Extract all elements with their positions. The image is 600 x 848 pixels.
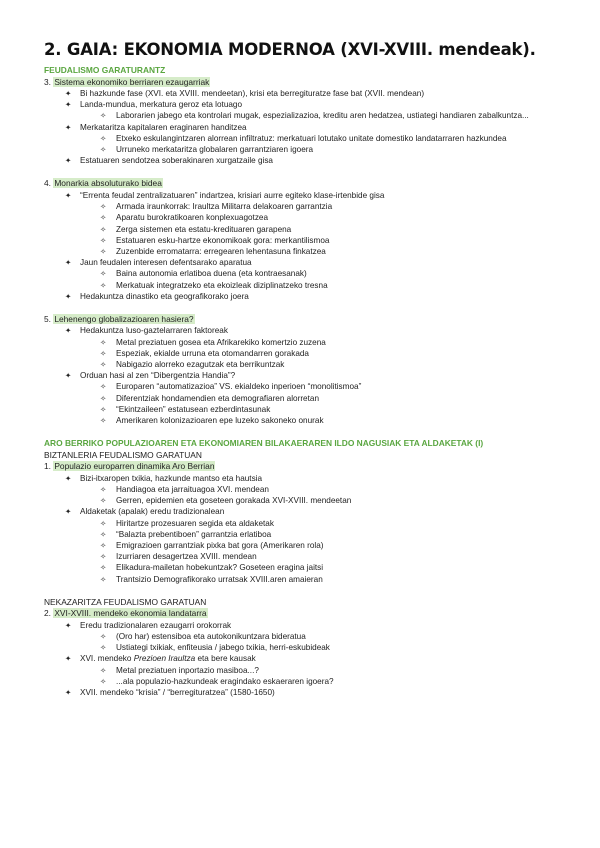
- highlighted-title: Sistema ekonomiko berriaren ezaugarriak: [54, 76, 210, 87]
- list-item: ✦ Estatuaren sendotzea soberakinaren xurgatzaile gisa: [44, 155, 560, 166]
- subheading-nekazaritza: NEKAZARITZA FEUDALISMO GARATUAN: [44, 596, 207, 607]
- page-title: 2. GAIA: EKONOMIA MODERNOA (XVI-XVIII. mendeak).: [44, 40, 536, 59]
- list-subitem: ✧ Izurriaren desagertzea XVIII. mendean: [44, 551, 560, 562]
- italic-term: Prezioen Iraultza: [133, 654, 196, 664]
- list-subitem: ✧ Metal preziatuen gosea eta Afrikarekiko komertzio zuzena: [44, 337, 560, 348]
- list-item: ✦ Orduan hasi al zen “Dibergentzia Handia”?: [44, 370, 560, 381]
- list-subitem: ✧ Nabigazio alorreko ezagutzak eta berrikuntzak: [44, 359, 560, 370]
- list-subitem: ✧ Trantsizio Demografikorako urratsak XVIII.aren amaieran: [44, 574, 560, 585]
- section-heading-feudalismo: FEUDALISMO GARATURANTZ: [44, 65, 166, 75]
- list-item: ✦ Merkataritza kapitalaren eraginaren handitzea: [44, 122, 560, 133]
- list-subsection-5: [44, 325, 560, 426]
- list-item: ✦ “Errenta feudal zentralizatuaren” indartzea, krisiari aurre egiteko klase-irtenbide gisa: [44, 190, 560, 201]
- list-subitem: ✧ Baina autonomia erlatiboa duena (eta kontraesanak): [44, 268, 560, 279]
- list-item: ✦ Eredu tradizionalaren ezaugarri orokorrak: [44, 620, 560, 631]
- highlighted-title: Populazio europarren dinamika Aro Berrian: [54, 461, 215, 472]
- highlighted-title: Monarkia absoluturako bidea: [54, 178, 162, 189]
- list-subitem: ✧ Merkatuak integratzeko eta ekoizleak diziplinatzeko tresna: [44, 280, 560, 291]
- highlighted-title: Lehenengo globalizazioaren hasiera?: [54, 313, 194, 324]
- list-subitem: ✧ “Balazta prebentiboen” garrantzia erlatiboa: [44, 529, 560, 540]
- list-subitem: ✧ ...ala populazio-hazkundeak eragindako eskaeraren igoera?: [44, 676, 560, 687]
- highlighted-title: XVI-XVIII. mendeko ekonomia landatarra: [54, 608, 207, 619]
- section-heading-aro-berriko: ARO BERRIKO POPULAZIOAREN ETA EKONOMIAREN BILAKAERAREN ILDO NAGUSIAK ETA ALDAKETAK (I): [44, 438, 484, 449]
- list-subsection-4: [44, 190, 560, 302]
- list-subitem: ✧ Hiritartze prozesuaren segida eta aldaketak: [44, 518, 560, 529]
- list-subitem: ✧ Ustiategi txikiak, enfiteusia / jabego txikia, herri-eskubideak: [44, 642, 560, 653]
- list-subitem: ✧ Metal preziatuen inportazio masiboa...?: [44, 665, 560, 676]
- list-subitem: ✧ Urruneko merkataritza globalaren garrantziaren igoera: [44, 144, 560, 155]
- list-item: ✦ Landa-mundua, merkatura geroz eta lotuago: [44, 99, 560, 110]
- list-subitem: ✧ Armada iraunkorrak: Iraultza Militarra delakoaren garrantzia: [44, 201, 560, 212]
- subheading-biztanleria: BIZTANLERIA FEUDALISMO GARATUAN: [44, 449, 202, 460]
- list-item: ✦ XVI. mendeko Prezioen Iraultza eta bere kausak: [44, 653, 560, 664]
- list-subitem: ✧ Gerren, epidemien eta goseteen gorakada XVI-XVIII. mendeetan: [44, 495, 560, 506]
- list-subitem: ✧ Aparatu burokratikoaren konplexuagotzea: [44, 212, 560, 223]
- list-subitem: ✧ Zerga sistemen eta estatu-kredituaren garapena: [44, 224, 560, 235]
- subsection-2-title: 2. XVI-XVIII. mendeko ekonomia landatarra: [44, 608, 207, 619]
- list-subitem: ✧ Estatuaren esku-hartze ekonomikoak gora: merkantilismoa: [44, 235, 560, 246]
- list-subitem: ✧ Laborarien jabego eta kontrolari mugak, espezializazioa, kreditu aren hedatzea, ustiategi handiaren zabalkuntza...: [44, 110, 560, 121]
- list-subitem: ✧ “Ekintzaileen” estatusean ezberdintasunak: [44, 404, 560, 415]
- subsection-5-title: 5. Lehenengo globalizazioaren hasiera?: [44, 313, 194, 324]
- list-subitem: ✧ Diferentziak hondamendien eta demografiaren alorretan: [44, 393, 560, 404]
- list-subitem: ✧ Elikadura-mailetan hobekuntzak? Goseteen eragina jaitsi: [44, 562, 560, 573]
- list-item: ✦ Aldaketak (apalak) eredu tradizionalean: [44, 506, 560, 517]
- subsection-3-title: 3. Sistema ekonomiko berriaren ezaugarriak: [44, 76, 210, 87]
- list-item: ✦ Hedakuntza dinastiko eta geografikorako joera: [44, 291, 560, 302]
- list-subitem: ✧ Europaren “automatizazioa” VS. ekialdeko inperioen “monolitismoa”: [44, 381, 560, 392]
- subsection-4-title: 4. Monarkia absoluturako bidea: [44, 178, 162, 189]
- list-subitem: ✧ Amerikaren kolonizazioaren epe luzeko sakoneko onurak: [44, 415, 560, 426]
- list-subitem: ✧ Etxeko eskulangintzaren alorrean infiltratuz: merkatuari lotutako unitate domestiko landatarraren hazkundea: [44, 133, 560, 144]
- list-subitem: ✧ Espeziak, ekialde urruna eta otomandarren gorakada: [44, 348, 560, 359]
- list-item: ✦ Jaun feudalen interesen defentsarako aparatua: [44, 257, 560, 268]
- list-item: ✦ XVII. mendeko “krisia” / “berregituratzea” (1580-1650): [44, 687, 560, 698]
- list-subsection-3: [44, 88, 560, 166]
- list-subitem: ✧ Handiagoa eta jarraituagoa XVI. mendean: [44, 484, 560, 495]
- list-subitem: ✧ Emigrazioen garrantziak pixka bat gora (Amerikaren rola): [44, 540, 560, 551]
- list-item: ✦ Bi hazkunde fase (XVI. eta XVIII. mendeetan), krisi eta berregituratze fase bat (XVII. mendean): [44, 88, 560, 99]
- list-item: ✦ Bizi-itxaropen txikia, hazkunde mantso eta hautsia: [44, 473, 560, 484]
- list-subsection-1: [44, 473, 560, 585]
- subsection-1-title: 1. Populazio europarren dinamika Aro Berrian: [44, 461, 215, 472]
- list-subsection-2: [44, 620, 560, 698]
- list-subitem: ✧ Zuzenbide erromatarra: erregearen lehentasuna finkatzea: [44, 246, 560, 257]
- list-item: ✦ Hedakuntza luso-gaztelarraren faktoreak: [44, 325, 560, 336]
- list-subitem: ✧ (Oro har) estensiboa eta autokonikuntzara bideratua: [44, 631, 560, 642]
